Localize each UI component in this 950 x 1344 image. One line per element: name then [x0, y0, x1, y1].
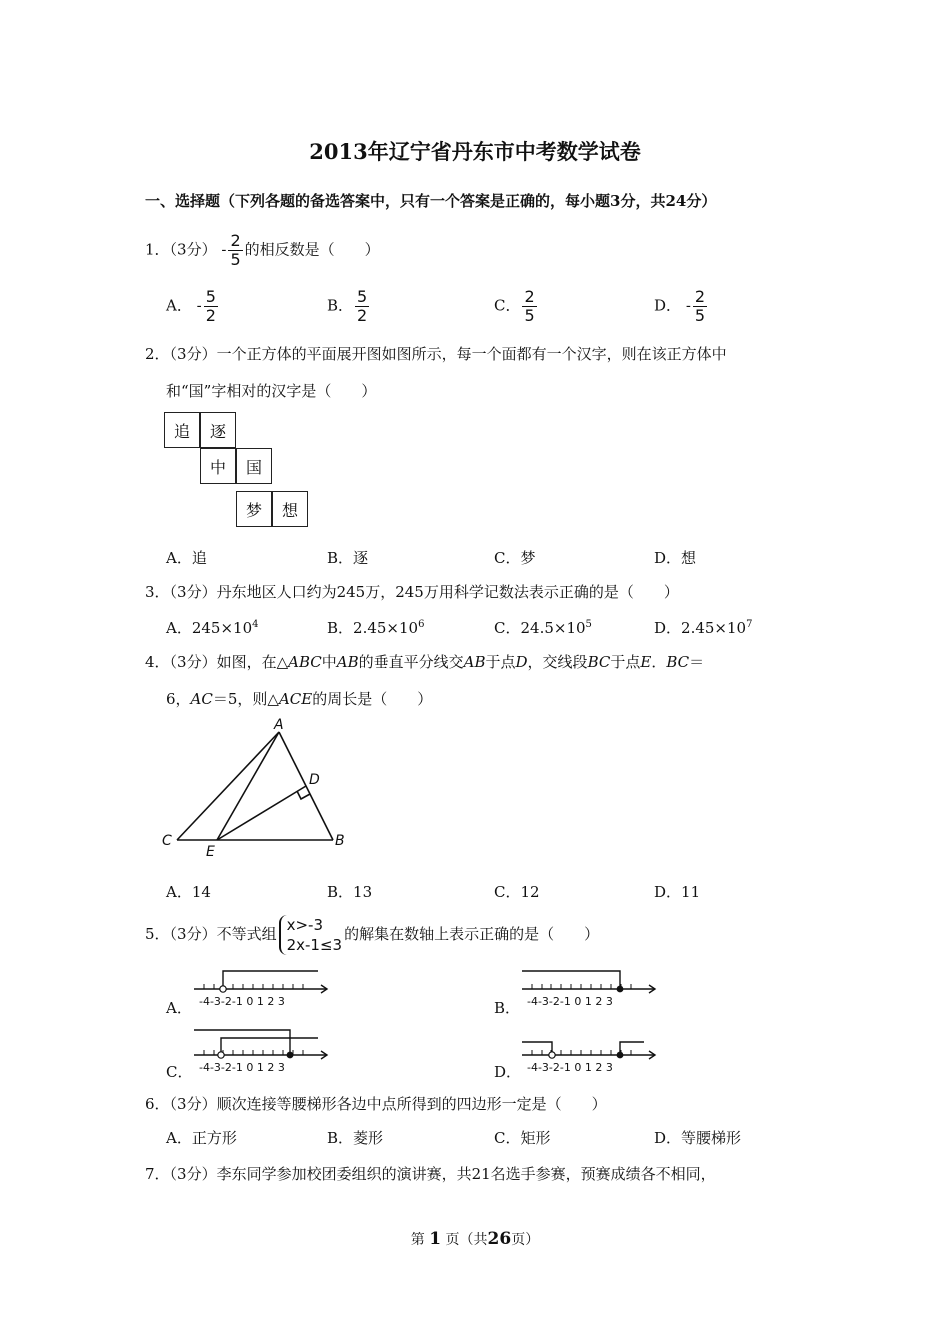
q4-text: 6， — [166, 690, 191, 708]
q1-neg-sign: - — [221, 242, 227, 259]
number-line-c — [190, 1026, 335, 1074]
side-ca — [177, 732, 279, 840]
q1-stem: 的相反数是（ ） — [244, 240, 380, 259]
q4-stem-line1 — [145, 651, 704, 672]
q4-var: BC — [587, 653, 611, 671]
q4-text: ． — [651, 653, 667, 671]
q5-text: 5．（3分）不等式组 — [145, 925, 277, 943]
frac-num: 5 — [357, 287, 368, 306]
q4-var: ACE — [278, 690, 313, 708]
option-label: A． — [166, 296, 192, 315]
q5-option-d[interactable]: D． — [494, 1063, 522, 1081]
option-label: B． — [327, 549, 354, 567]
label-b: B — [335, 833, 345, 849]
option-label: B． — [327, 1129, 354, 1147]
option-label: A． — [166, 1129, 192, 1147]
frac-num: 2 — [524, 287, 535, 306]
option-text: 等腰梯形 — [681, 1129, 742, 1147]
q4-text: 于点 — [610, 653, 641, 671]
option-label: D． — [654, 1129, 682, 1147]
q4-text: 于点 — [485, 653, 516, 671]
q1-fraction — [228, 232, 242, 269]
q3-option-d[interactable] — [654, 617, 752, 638]
number-line-b — [518, 968, 663, 1008]
q4-var: BC — [666, 653, 690, 671]
axis-ticks: -4-3-2-1 0 1 2 3 — [199, 995, 285, 1008]
option-label: D． — [654, 549, 682, 567]
segment-ed — [217, 786, 306, 840]
option-text: 逐 — [353, 549, 369, 567]
q4-option-b[interactable] — [327, 881, 372, 902]
option-text: 追 — [191, 549, 207, 567]
option-label: D． — [654, 296, 682, 315]
option-text: 11 — [681, 883, 701, 901]
exam-title: 2013年辽宁省丹东市中考数学试卷 — [309, 139, 641, 164]
footer-text: 页） — [511, 1232, 540, 1248]
option-neg: - — [196, 298, 202, 315]
option-label: B． — [327, 619, 354, 637]
option-label: D． — [654, 619, 682, 637]
q4-text: ＝ — [689, 653, 705, 671]
option-label: C． — [494, 883, 521, 901]
option-exponent: 4 — [252, 619, 259, 630]
footer-text: 页（共 — [445, 1232, 488, 1248]
label-d: D — [309, 772, 320, 788]
q4-text: 的垂直平分线交 — [358, 653, 464, 671]
q2-option-b[interactable] — [327, 547, 368, 568]
option-text: 正方形 — [191, 1129, 237, 1147]
segment-ae — [217, 732, 279, 840]
axis-ticks: -4-3-2-1 0 1 2 3 — [527, 995, 613, 1008]
q3-option-a[interactable] — [166, 617, 259, 638]
q4-option-c[interactable] — [494, 881, 540, 902]
option-label: A． — [166, 549, 192, 567]
net-cell: 逐 — [200, 412, 236, 448]
net-cell: 中 — [200, 448, 236, 484]
axis-ticks: -4-3-2-1 0 1 2 3 — [527, 1061, 613, 1074]
option-label: C． — [494, 549, 521, 567]
q1-option-b[interactable] — [327, 288, 371, 325]
option-label: C． — [494, 1129, 521, 1147]
q3-stem: 3．（3分）丹东地区人口约为245万，245万用科学记数法表示正确的是（ ） — [145, 583, 679, 601]
q1-frac-num: 2 — [230, 231, 241, 250]
option-fraction — [693, 288, 707, 325]
q2-stem-line1: 2．（3分）一个正方体的平面展开图如图所示，每一个面都有一个汉字，则在该正方体中 — [145, 345, 727, 363]
label-c: C — [162, 833, 172, 849]
option-label: A． — [166, 619, 192, 637]
option-fraction — [355, 288, 369, 325]
inequality-system — [279, 915, 343, 955]
q4-text: 4．（3分）如图，在△ — [145, 653, 289, 671]
q4-var: D — [515, 653, 528, 671]
option-exponent: 6 — [418, 619, 425, 630]
option-fraction — [204, 288, 218, 325]
q2-option-d[interactable] — [654, 547, 696, 568]
section-heading: 一、选择题（下列各题的备选答案中，只有一个答案是正确的，每小题3分，共24分） — [145, 192, 717, 210]
option-label: A． — [166, 883, 192, 901]
option-label: C． — [494, 296, 521, 315]
number-line-a — [190, 968, 335, 1008]
q4-text: ＝5，则△ — [212, 690, 279, 708]
total-pages: 26 — [487, 1229, 512, 1249]
q6-option-d[interactable] — [654, 1127, 741, 1148]
q4-text: 中 — [321, 653, 337, 671]
q4-var: AB — [463, 653, 486, 671]
option-neg: - — [685, 298, 691, 315]
option-text: 12 — [520, 883, 540, 901]
net-cell: 国 — [236, 448, 272, 484]
option-text: 想 — [681, 549, 697, 567]
q1-frac-den: 5 — [230, 250, 241, 269]
q1-option-a[interactable] — [166, 288, 220, 325]
q5-option-a[interactable]: A． — [166, 999, 192, 1017]
net-cell: 追 — [164, 412, 200, 448]
option-label: B． — [327, 296, 354, 315]
q4-var: AC — [190, 690, 213, 708]
page-footer — [0, 1229, 950, 1249]
axis-ticks: -4-3-2-1 0 1 2 3 — [199, 1061, 285, 1074]
frac-den: 5 — [694, 306, 706, 325]
option-base: 2.45×10 — [681, 619, 747, 637]
triangle-figure — [155, 712, 365, 862]
page-number: 1 — [429, 1229, 442, 1249]
q6-option-c[interactable] — [494, 1127, 551, 1148]
q4-text: 的周长是（ ） — [312, 690, 433, 708]
option-text: 菱形 — [353, 1129, 384, 1147]
q7-stem: 7．（3分）李东同学参加校团委组织的演讲赛，共21名选手参赛，预赛成绩各不相同， — [145, 1165, 716, 1183]
label-e: E — [206, 844, 215, 860]
frac-den: 2 — [205, 306, 216, 325]
option-label: D． — [654, 883, 682, 901]
inequality-1: x>-3 — [286, 916, 323, 934]
option-text: 14 — [191, 883, 211, 901]
option-base: 2.45×10 — [353, 619, 419, 637]
q6-option-a[interactable] — [166, 1127, 237, 1148]
q6-stem: 6．（3分）顺次连接等腰梯形各边中点所得到的四边形一定是（ ） — [145, 1095, 607, 1113]
q4-option-a[interactable] — [166, 881, 211, 902]
option-base: 245×10 — [191, 619, 253, 637]
option-label: C． — [494, 619, 521, 637]
frac-den: 5 — [524, 306, 535, 325]
option-text: 梦 — [520, 549, 536, 567]
option-exponent: 5 — [585, 619, 592, 630]
option-exponent: 7 — [746, 619, 753, 630]
q4-var: ABC — [288, 653, 322, 671]
question-1 — [145, 232, 380, 269]
q4-option-d[interactable] — [654, 881, 700, 902]
q4-var: AB — [336, 653, 359, 671]
label-a: A — [274, 717, 284, 733]
right-angle-mark — [297, 791, 310, 799]
frac-den: 2 — [357, 306, 368, 325]
option-text: 13 — [353, 883, 373, 901]
frac-num: 5 — [205, 287, 216, 306]
q2-option-c[interactable] — [494, 547, 536, 568]
inequality-2: 2x-1≤3 — [286, 936, 343, 954]
option-base: 24.5×10 — [520, 619, 586, 637]
footer-text: 第 — [410, 1232, 425, 1248]
q6-option-b[interactable] — [327, 1127, 383, 1148]
q4-stem-line2 — [166, 688, 432, 709]
q1-number: 1．（3分） — [145, 240, 217, 259]
frac-num: 2 — [694, 287, 706, 306]
q4-var: E — [640, 653, 652, 671]
q3-option-b[interactable] — [327, 617, 424, 638]
q1-option-d[interactable] — [654, 288, 709, 325]
option-label: B． — [327, 883, 354, 901]
q4-text: ，交线段 — [527, 653, 588, 671]
net-cell: 梦 — [236, 491, 272, 527]
option-fraction — [522, 288, 536, 325]
q2-option-a[interactable] — [166, 547, 207, 568]
q5-text: 的解集在数轴上表示正确的是（ ） — [344, 925, 600, 943]
q1-option-c[interactable] — [494, 288, 539, 325]
q2-stem-line2: 和“国”字相对的汉字是（ ） — [166, 382, 377, 400]
number-line-d — [518, 1034, 663, 1074]
option-text: 矩形 — [520, 1129, 551, 1147]
q3-option-c[interactable] — [494, 617, 592, 638]
q5-option-b[interactable]: B． — [494, 999, 521, 1017]
q5-stem — [145, 915, 599, 955]
q5-option-c[interactable]: C． — [166, 1063, 193, 1081]
net-cell: 想 — [272, 491, 308, 527]
